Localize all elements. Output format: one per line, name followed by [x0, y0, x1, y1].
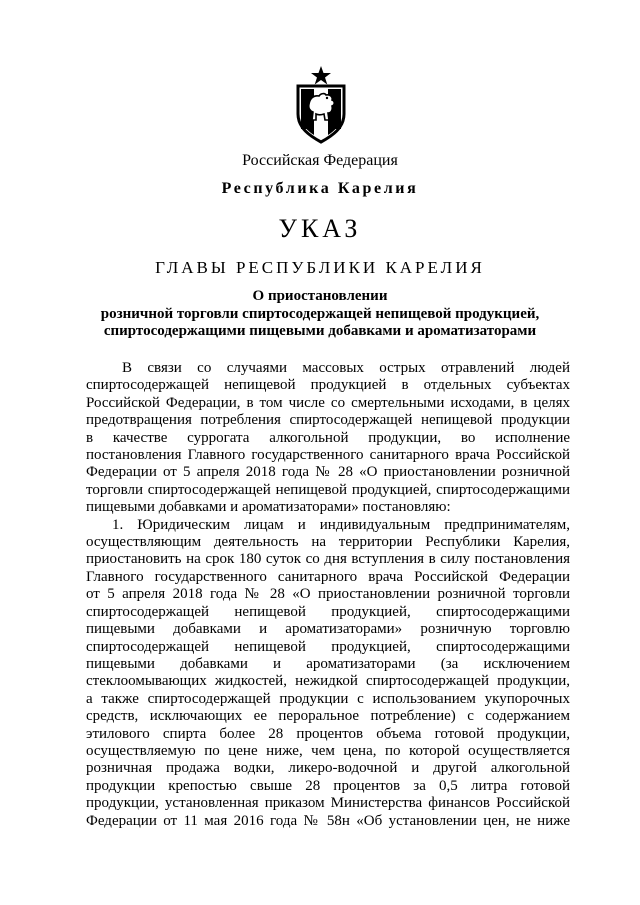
country-name: Российская Федерация [242, 152, 398, 169]
body-line: Федерации от 11 мая 2016 года № 58н «Об установлении цен, не ниже [86, 812, 570, 829]
body-line: этилового спирта более 28 процентов объема готовой продукции, [86, 725, 570, 742]
body-line: пищевыми добавками и ароматизаторами (за исключением [86, 655, 570, 672]
body-line: а также спиртосодержащей продукции с использованием укупорочных [86, 690, 570, 707]
body-line: торговли спиртосодержащей непищевой продукцией, спиртосодержащими [86, 481, 570, 498]
body-line: средств, исключающих ее пероральное потребление) с содержанием [86, 708, 570, 725]
body-line: постановления Главного государственного санитарного врача Российской [86, 447, 570, 464]
body-line: от 5 апреля 2018 года № 28 «О приостановлении розничной торговли [86, 586, 570, 603]
body-line: пищевыми добавками и ароматизаторами» постановляю: [86, 499, 451, 516]
body-line: спиртосодержащей непищевой продукцией в отдельных субъектах [86, 377, 570, 394]
subject-line: розничной торговли спиртосодержащей непищевой продукцией, [100, 305, 540, 322]
body-line: Российской Федерации, в том числе со смертельными исходами, в целях [86, 394, 570, 411]
body-line: в качестве суррогата алкогольной продукции, во исполнение [86, 429, 570, 446]
subject-line: спиртосодержащими пищевыми добавками и ароматизаторами [103, 323, 537, 339]
body-line: предотвращения потребления спиртосодержащей непищевой продукции [86, 412, 570, 429]
body-line: продукции крепостью свыше 28 процентов за 0,5 литра готовой [86, 777, 570, 794]
body-line: осуществляемую по цене ниже, чем цена, по которой осуществляется [86, 742, 570, 759]
body-line: 1. Юридическим лицам и индивидуальным предпринимателям, [112, 516, 570, 533]
body-line: приостановить на срок 180 суток со дня вступления в силу постановления [86, 551, 570, 568]
body-line: Главного государственного санитарного врача Российской Федерации [86, 568, 570, 585]
republic-name: Республика Карелия [221, 180, 419, 197]
body-line: продукции, установленная приказом Министерства финансов Российской [86, 795, 570, 812]
emblem-star [311, 66, 331, 85]
body-line: осуществляющим деятельность на территории Республики Карелия, [86, 534, 570, 551]
body-line: пищевыми добавками и ароматизаторами» розничную торговлю [86, 621, 570, 638]
body-line: спиртосодержащей непищевой продукцией, спиртосодержащими [86, 638, 570, 655]
document-type: УКАЗ [278, 214, 362, 243]
document-author: ГЛАВЫ РЕСПУБЛИКИ КАРЕЛИЯ [155, 258, 485, 277]
body-line: стеклоомывающих жидкостей, нежидкой спиртосодержащей продукции, [86, 673, 570, 690]
body-line: В связи со случаями массовых острых отравлений людей [122, 360, 570, 376]
subject-line: О приостановлении [252, 288, 388, 304]
document-subject [0, 288, 640, 341]
body-line: спиртосодержащей непищевой продукцией, спиртосодержащими [86, 603, 570, 620]
document-body [86, 360, 570, 830]
karelia-coat-of-arms-emblem [292, 64, 350, 144]
body-line: Федерации от 5 апреля 2018 года № 28 «О приостановлении розничной [86, 464, 570, 481]
body-line: розничная продажа водки, ликеро-водочной и другой алкогольной [86, 760, 570, 777]
